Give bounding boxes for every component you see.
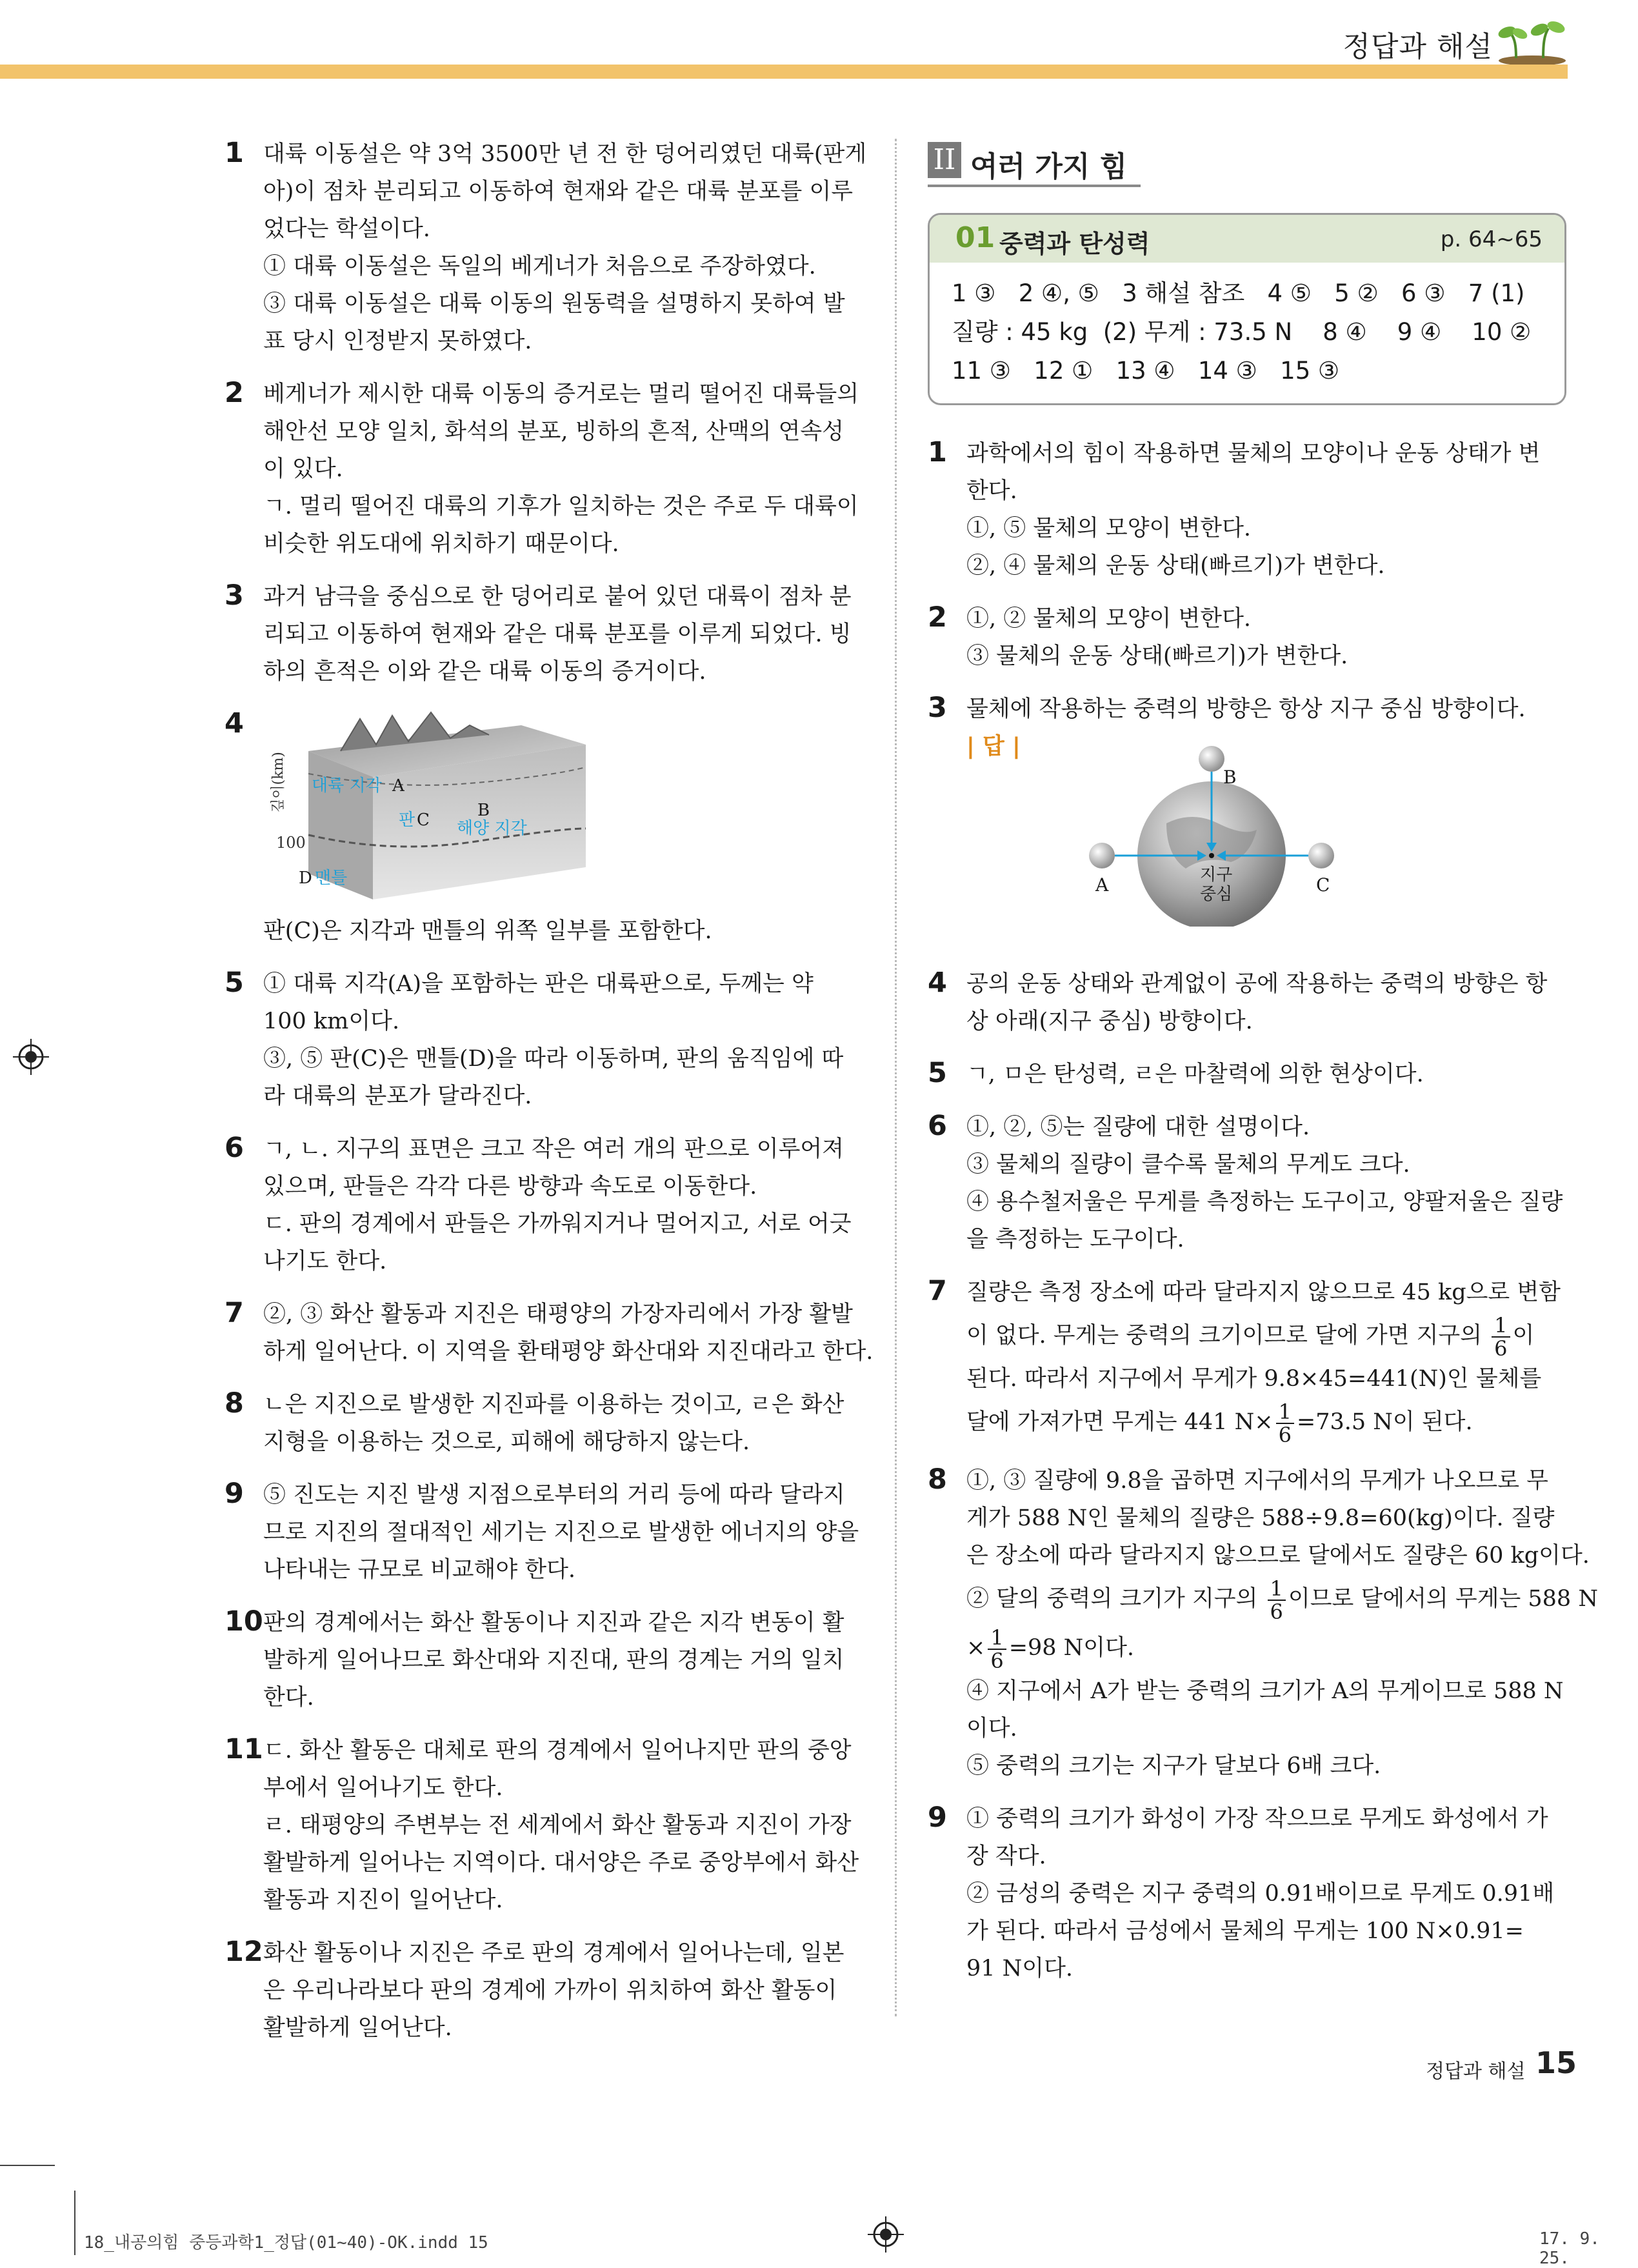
question-number: 6 (928, 1110, 947, 1142)
text-line: ①, ②, ⑤는 질량에 대한 설명이다. (966, 1114, 1310, 1140)
text-line: 해안선 모양 일치, 화석의 분포, 빙하의 흔적, 산맥의 연속성 (263, 419, 844, 445)
text-line: ① 중력의 크기가 화성이 가장 작으므로 무게도 화성에서 가 (966, 1806, 1548, 1832)
text-line: 91 N이다. (966, 1956, 1074, 1982)
earth-figure (1044, 733, 1379, 927)
page-range: p. 64~65 (1440, 226, 1543, 252)
label-continental-crust: 대륙 지각 (312, 776, 382, 796)
slug-filename: 18_내공의힘 중등과학1_정답(01~40)-OK.indd 15 (84, 2233, 488, 2253)
section-underline (928, 185, 1141, 187)
text-line: 이다. (966, 1716, 1017, 1741)
text-line: 과학에서의 힘이 작용하면 물체의 모양이나 운동 상태가 변 (966, 441, 1541, 467)
question-3 (225, 578, 863, 690)
text-line: 활동과 지진이 일어난다. (263, 1887, 503, 1913)
text-line: ㄷ. 판의 경계에서 판들은 가까워지거나 멀어지고, 서로 어긋 (263, 1211, 852, 1237)
question-number: 3 (928, 692, 947, 724)
text-line: 아)이 점차 분리되고 이동하여 현재와 같은 대륙 분포를 이루 (263, 179, 854, 205)
text-line: 가 된다. 따라서 금성에서 물체의 무게는 100 N×0.91= (966, 1918, 1524, 1944)
left-column (225, 135, 874, 2062)
text-line: ① 대륙 이동설은 독일의 베게너가 처음으로 주장하였다. (263, 254, 816, 279)
question-1 (225, 135, 867, 360)
text-line: × (966, 1635, 986, 1661)
r-question-3 (928, 690, 1566, 959)
label-earth-center-2: 중심 (1200, 885, 1233, 904)
plate-block-figure (263, 706, 599, 899)
section-title: 여러 가지 힘 (970, 150, 1128, 183)
gravity-diagram (966, 765, 1566, 959)
letter-c: C (417, 810, 430, 830)
question-number: 5 (928, 1057, 947, 1089)
text-line: 나기도 한다. (263, 1249, 387, 1274)
fraction-denominator: 6 (1494, 1336, 1508, 1361)
crop-mark (74, 2191, 75, 2255)
question-number: 9 (225, 1478, 244, 1510)
section-roman-badge: II (928, 142, 961, 178)
text-line: 장 작다. (966, 1843, 1046, 1869)
answer-row: 1 ③ 2 ④, ⑤ 3 해설 참조 4 ⑤ 5 ② 6 ③ 7 (1) (952, 279, 1525, 307)
label-c: C (1316, 874, 1330, 896)
column-divider (895, 139, 897, 2016)
unit-topic: 중력과 탄성력 (999, 230, 1150, 258)
text-line: 한다. (263, 1685, 314, 1711)
fraction-one-sixth (1276, 1401, 1294, 1446)
question-5 (225, 965, 863, 1115)
text-line: ②, ④ 물체의 운동 상태(빠르기)가 변한다. (966, 553, 1385, 579)
question-6 (225, 1130, 863, 1280)
text-line: 질량은 측정 장소에 따라 달라지지 않으므로 45 kg으로 변함 (966, 1280, 1561, 1305)
text-line: 은 우리나라보다 판의 경계에 가까이 위치하여 화산 활동이 (263, 1978, 837, 2003)
text-line: 화산 활동이나 지진은 주로 판의 경계에서 일어나는데, 일본 (263, 1940, 844, 1966)
text-line: ③, ⑤ 판(C)은 맨틀(D)을 따라 이동하며, 판의 움직임에 따 (263, 1046, 844, 1072)
label-b: B (1223, 767, 1237, 788)
r-question-4 (928, 965, 1566, 1040)
text-line: 이 (1512, 1323, 1535, 1349)
answer-tag: | 답 | (966, 734, 1021, 759)
text-line: ①, ⑤ 물체의 모양이 변한다. (966, 516, 1252, 541)
text-line: ② 금성의 중력은 지구 중력의 0.91배이므로 무게도 0.91배 (966, 1881, 1555, 1907)
unit-number: 01 (955, 221, 995, 254)
registration-mark-icon (13, 1039, 49, 1075)
text-line: 달에 가져가면 무게는 441 N× (966, 1409, 1273, 1435)
question-number: 1 (928, 436, 947, 468)
fraction-numerator: 1 (1492, 1314, 1510, 1338)
text-line: ㄴ은 지진으로 발생한 지진파를 이용하는 것이고, ㄹ은 화산 (263, 1392, 844, 1418)
question-number: 7 (225, 1297, 244, 1329)
text-line: 과거 남극을 중심으로 한 덩어리로 붙어 있던 대륙이 점차 분 (263, 584, 852, 610)
text-line: 된다. 따라서 지구에서 무게가 9.8×45=441(N)인 물체를 (966, 1366, 1542, 1392)
text-line: 리되고 이동하여 현재와 같은 대륙 분포를 이루게 되었다. 빙 (263, 621, 852, 647)
question-number: 8 (928, 1463, 947, 1496)
earth-center-dot (1209, 853, 1214, 858)
question-12 (225, 1934, 863, 2047)
question-number: 7 (928, 1275, 947, 1307)
text-line: ⑤ 중력의 크기는 지구가 달보다 6배 크다. (966, 1753, 1381, 1779)
question-number: 2 (225, 377, 244, 409)
fraction-one-sixth (988, 1627, 1006, 1672)
answer-row: 질량 : 45 kg (2) 무게 : 73.5 N 8 ④ 9 ④ 10 ② (952, 318, 1532, 346)
text-line: 나타내는 규모로 비교해야 한다. (263, 1557, 576, 1583)
question-number: 2 (928, 601, 947, 634)
question-number: 10 (225, 1605, 263, 1638)
text-line: 하의 흔적은 이와 같은 대륙 이동의 증거이다. (263, 659, 706, 685)
question-number: 9 (928, 1801, 947, 1834)
r-question-9 (928, 1800, 1566, 1987)
text-line: 라 대륙의 분포가 달라진다. (263, 1083, 532, 1109)
question-number: 12 (225, 1936, 263, 1968)
fraction-numerator: 1 (1276, 1401, 1294, 1424)
question-number: 8 (225, 1387, 244, 1420)
fraction-denominator: 6 (990, 1648, 1004, 1673)
letter-d: D (299, 868, 312, 888)
text-line: 므로 지진의 절대적인 세기는 지진으로 발생한 에너지의 양을 (263, 1520, 859, 1545)
text-line: 었다는 학설이다. (263, 216, 430, 242)
text-line: 이므로 달에서의 무게는 588 N (1288, 1586, 1598, 1612)
sprout-icon (1497, 19, 1568, 65)
text-line: ㄱ, ㅁ은 탄성력, ㄹ은 마찰력에 의한 현상이다. (966, 1061, 1424, 1087)
text-line: =73.5 N이 된다. (1296, 1409, 1473, 1435)
r-question-1 (928, 435, 1566, 585)
text-line: 공의 운동 상태와 관계없이 공에 작용하는 중력의 방향은 항 (966, 971, 1548, 997)
text-line: ② 달의 중력의 크기가 지구의 (966, 1586, 1265, 1612)
label-mantle: 맨틀 (315, 868, 348, 888)
text-line: ⑤ 진도는 지진 발생 지점으로부터의 거리 등에 따라 달라지 (263, 1482, 845, 1508)
text-line: 표 당시 인정받지 못하였다. (263, 328, 532, 354)
slug-date: 17. 9. 25. (1539, 2229, 1600, 2268)
text-line: ㄱ, ㄴ. 지구의 표면은 크고 작은 여러 개의 판으로 이루어져 (263, 1136, 844, 1162)
text-line: ③ 대륙 이동설은 대륙 이동의 원동력을 설명하지 못하여 발 (263, 291, 845, 317)
text-line: ③ 물체의 질량이 클수록 물체의 무게도 크다. (966, 1152, 1410, 1178)
question-number: 3 (225, 579, 244, 612)
question-number: 6 (225, 1132, 244, 1164)
question-2 (225, 376, 863, 563)
question-number: 11 (225, 1733, 263, 1765)
text-line: ②, ③ 화산 활동과 지진은 태평양의 가장자리에서 가장 활발 (263, 1301, 853, 1327)
text-line: 하게 일어난다. 이 지역을 환태평양 화산대와 지진대라고 한다. (263, 1339, 874, 1365)
header-title: 정답과 해설 (1343, 30, 1493, 63)
r-question-7 (928, 1274, 1566, 1447)
text-line: =98 N이다. (1008, 1635, 1135, 1661)
text-line: ㄹ. 태평양의 주변부는 전 세계에서 화산 활동과 지진이 가장 (263, 1812, 852, 1838)
text-line: 비슷한 위도대에 위치하기 때문이다. (263, 531, 619, 557)
text-line: ④ 지구에서 A가 받는 중력의 크기가 A의 무게이므로 588 N (966, 1678, 1564, 1704)
text-line: 부에서 일어나기도 한다. (263, 1775, 503, 1801)
ball-b-icon (1199, 746, 1224, 772)
letter-a: A (392, 776, 405, 796)
label-plate: 판 (399, 810, 415, 830)
label-oceanic-crust: 해양 지각 (457, 819, 527, 838)
question-number: 4 (928, 967, 947, 999)
ball-a-icon (1089, 843, 1115, 868)
fraction-numerator: 1 (1268, 1578, 1286, 1601)
text-line: 판의 경계에서는 화산 활동이나 지진과 같은 지각 변동이 활 (263, 1610, 844, 1636)
text-line: 물체에 작용하는 중력의 방향은 항상 지구 중심 방향이다. (966, 696, 1526, 722)
registration-mark-icon (868, 2216, 904, 2253)
text-line: ①, ② 물체의 모양이 변한다. (966, 606, 1252, 632)
fraction-numerator: 1 (988, 1627, 1006, 1650)
question-number: 1 (225, 137, 244, 169)
question-11 (225, 1732, 863, 1919)
page-number: 15 (1535, 2045, 1577, 2080)
ball-c-icon (1308, 843, 1334, 868)
answer-row: 11 ③ 12 ① 13 ④ 14 ③ 15 ③ (952, 357, 1340, 385)
text-line: ㄱ. 멀리 떨어진 대륙의 기후가 일치하는 것은 주로 두 대륙이 (263, 494, 859, 519)
text-line: 은 장소에 따라 달라지지 않으므로 달에서도 질량은 60 kg이다. (966, 1543, 1590, 1569)
text-line: 이 있다. (263, 456, 343, 482)
crop-mark (0, 2165, 55, 2166)
label-earth-center-1: 지구 (1200, 865, 1233, 885)
footer-label: 정답과 해설 (1426, 2060, 1526, 2083)
text-line: 활발하게 일어나는 지역이다. 대서양은 주로 중앙부에서 화산 (263, 1850, 859, 1876)
question-7 (225, 1296, 874, 1370)
fraction-one-sixth (1268, 1578, 1286, 1623)
r-question-6 (928, 1109, 1566, 1258)
depth-tick: 100 (276, 834, 306, 852)
text-line: 100 km이다. (263, 1009, 400, 1034)
text-line: 게가 588 N인 물체의 질량은 588÷9.8=60(kg)이다. 질량 (966, 1505, 1555, 1531)
text-line: 이 없다. 무게는 중력의 크기이므로 달에 가면 지구의 (966, 1323, 1490, 1349)
question-9 (225, 1476, 863, 1589)
letter-b: B (477, 801, 490, 820)
text-line: 대륙 이동설은 약 3억 3500만 년 전 한 덩어리였던 대륙(판게 (263, 141, 867, 167)
answer-box-header (930, 215, 1564, 263)
right-column (928, 135, 1598, 2003)
r-question-8 (928, 1462, 1598, 1785)
text-line: 상 아래(지구 중심) 방향이다. (966, 1009, 1253, 1034)
question-8 (225, 1386, 863, 1461)
answer-summary-box (928, 213, 1566, 405)
text-line: ① 대륙 지각(A)을 포함하는 판은 대륙판으로, 두께는 약 (263, 971, 814, 997)
text-line: 을 측정하는 도구이다. (966, 1227, 1184, 1252)
plate-diagram (263, 706, 863, 899)
question-number: 4 (225, 707, 244, 739)
text-line: 한다. (966, 478, 1017, 504)
section-header (928, 135, 1566, 187)
depth-axis-label: 깊이(km) (270, 752, 286, 812)
question-number: 5 (225, 967, 244, 999)
text-line: 활발하게 일어난다. (263, 2015, 452, 2041)
text-line: 발하게 일어나므로 화산대와 지진대, 판의 경계는 거의 일치 (263, 1647, 844, 1673)
text-line: ④ 용수철저울은 무게를 측정하는 도구이고, 양팔저울은 질량 (966, 1189, 1563, 1215)
fraction-denominator: 6 (1278, 1422, 1292, 1447)
header-bar (0, 65, 1568, 79)
fraction-denominator: 6 (1270, 1599, 1283, 1624)
text-line: 베게너가 제시한 대륙 이동의 증거로는 멀리 떨어진 대륙들의 (263, 381, 859, 407)
question-10 (225, 1604, 863, 1716)
text-line: 지형을 이용하는 것으로, 피해에 해당하지 않는다. (263, 1429, 750, 1455)
text-line: ③ 물체의 운동 상태(빠르기)가 변한다. (966, 643, 1348, 669)
r-question-5 (928, 1056, 1566, 1093)
fraction-one-sixth (1492, 1314, 1510, 1360)
text-line: ①, ③ 질량에 9.8을 곱하면 지구에서의 무게가 나오므로 무 (966, 1468, 1548, 1494)
text-line: 있으며, 판들은 각각 다른 방향과 속도로 이동한다. (263, 1174, 757, 1199)
label-a: A (1095, 874, 1109, 896)
r-question-2 (928, 600, 1566, 675)
text-line: 판(C)은 지각과 맨틀의 위쪽 일부를 포함한다. (263, 918, 712, 944)
text-line: ㄷ. 화산 활동은 대체로 판의 경계에서 일어나지만 판의 중앙 (263, 1738, 852, 1763)
question-4 (225, 706, 863, 950)
